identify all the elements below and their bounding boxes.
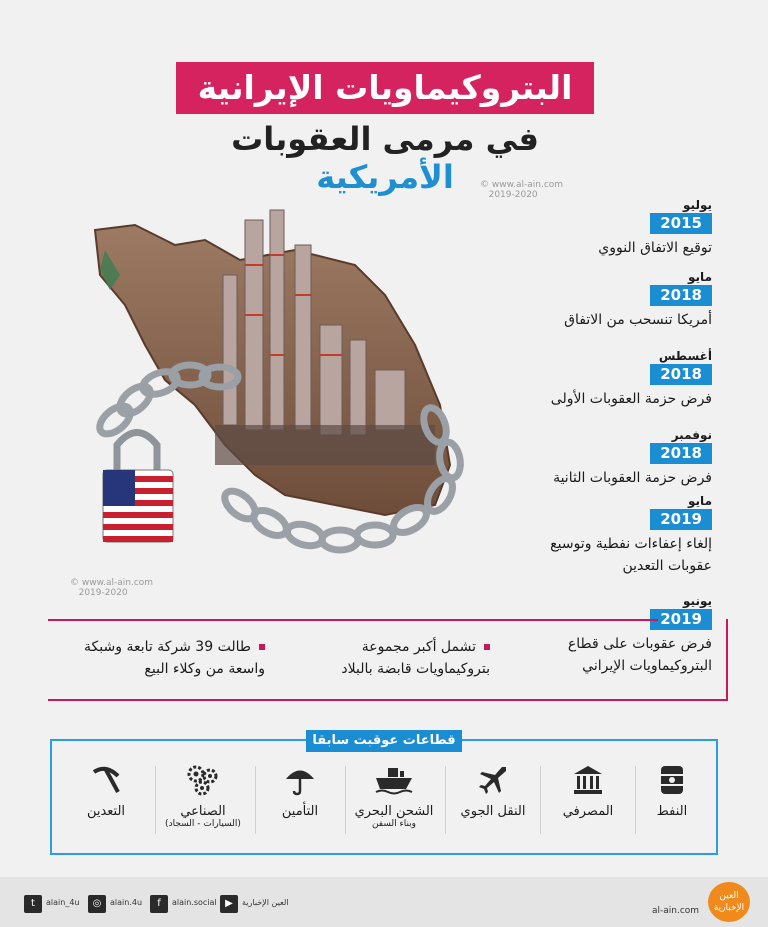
timeline-item <box>452 270 712 331</box>
brand-logo-text: العين الإخبارية <box>713 891 745 913</box>
timeline-text: إلغاء إعفاءات نفطية وتوسيع عقوبات التعدين <box>550 536 712 574</box>
timeline-month: يوليو <box>683 198 712 212</box>
note-text: تشمل أكبر مجموعة بتروكيماويات قابضة بالبلاد <box>341 639 490 677</box>
timeline-text: أمريكا تنسحب من الاتفاق <box>564 312 712 328</box>
watermark-top: © www.al-ain.com 2019-2020 <box>480 180 564 200</box>
timeline-item <box>512 494 712 577</box>
subtitle-accent: الأمريكية <box>316 158 454 196</box>
illustration-iran-chained <box>55 205 505 590</box>
timeline-year: 2019 <box>650 609 712 630</box>
timeline-year: 2018 <box>650 364 712 385</box>
sector-industrial <box>153 758 253 829</box>
umbrella-icon <box>250 758 350 802</box>
timeline-month: يونيو <box>683 594 712 608</box>
sector-sublabel: (السيارات - السجاد) <box>165 819 241 829</box>
watermark-site: www.al-ain.com <box>491 180 564 190</box>
twitter-icon[interactable]: t <box>24 895 42 913</box>
sector-label: النقل الجوي <box>460 804 526 819</box>
sector-sublabel: وبناء السفن <box>371 819 417 829</box>
timeline-month: مايو <box>688 270 712 284</box>
note-item <box>300 636 490 680</box>
watermark-years: 2019-2020 <box>488 190 538 200</box>
timeline-item <box>452 349 712 410</box>
timeline-text: فرض حزمة العقوبات الثانية <box>553 470 712 486</box>
facebook-handle[interactable]: alain.social <box>172 898 217 907</box>
footer-site[interactable]: al-ain.com <box>652 906 700 916</box>
timeline-month: أغسطس <box>658 349 712 363</box>
timeline-month: مايو <box>688 494 712 508</box>
timeline-year: 2019 <box>650 509 712 530</box>
note-text: طالت 39 شركة تابعة وشبكة واسعة من وكلاء البيع <box>84 639 265 677</box>
bullet-icon <box>484 644 490 650</box>
timeline-year: 2018 <box>650 285 712 306</box>
sector-banking <box>538 758 638 819</box>
watermark-site: www.al-ain.com <box>81 578 154 588</box>
sector-label: التأمين <box>281 804 319 819</box>
twitter-handle[interactable]: alain_4u <box>46 898 80 907</box>
subtitle-main: في مرمى العقوبات <box>231 120 539 158</box>
pickaxe-icon <box>56 758 156 802</box>
timeline-text: فرض حزمة العقوبات الأولى <box>550 391 712 407</box>
sector-label: التعدين <box>86 804 126 819</box>
sectors-title: قطاعات عوقبت سابقا <box>306 730 462 752</box>
sector-insurance <box>250 758 350 819</box>
sector-label: الصناعي <box>180 804 226 819</box>
sector-label: الشحن البحري <box>354 804 434 819</box>
facebook-icon[interactable]: f <box>150 895 168 913</box>
watermark-bottom: © www.al-ain.com 2019-2020 <box>70 578 154 598</box>
instagram-handle[interactable]: alain.4u <box>110 898 143 907</box>
timeline-month: نوفمبر <box>671 428 712 442</box>
brand-logo <box>708 882 750 922</box>
instagram-icon[interactable]: ◎ <box>88 895 106 913</box>
watermark-years: 2019-2020 <box>78 588 128 598</box>
airplane-icon <box>443 758 543 802</box>
timeline-year: 2015 <box>650 213 712 234</box>
page-title: البتروكيماويات الإيرانية <box>176 62 594 114</box>
timeline-item <box>452 428 712 489</box>
youtube-handle[interactable]: العين الإخبارية <box>242 898 289 907</box>
us-flag-padlock <box>103 433 173 543</box>
sector-label: المصرفي <box>562 804 614 819</box>
note-item <box>60 636 265 680</box>
gears-icon <box>153 758 253 802</box>
sector-shipping <box>344 758 444 829</box>
ship-icon <box>344 758 444 802</box>
timeline-text: فرض عقوبات على قطاع البتروكيماويات الإيراني <box>567 636 712 674</box>
sector-aviation <box>443 758 543 819</box>
timeline-item <box>452 198 712 259</box>
timeline-year: 2018 <box>650 443 712 464</box>
sector-label: النفط <box>656 804 688 819</box>
youtube-icon[interactable]: ▶ <box>220 895 238 913</box>
bullet-icon <box>259 644 265 650</box>
bank-icon <box>538 758 638 802</box>
sector-mining <box>56 758 156 819</box>
timeline-text: توقيع الاتفاق النووي <box>598 240 712 256</box>
